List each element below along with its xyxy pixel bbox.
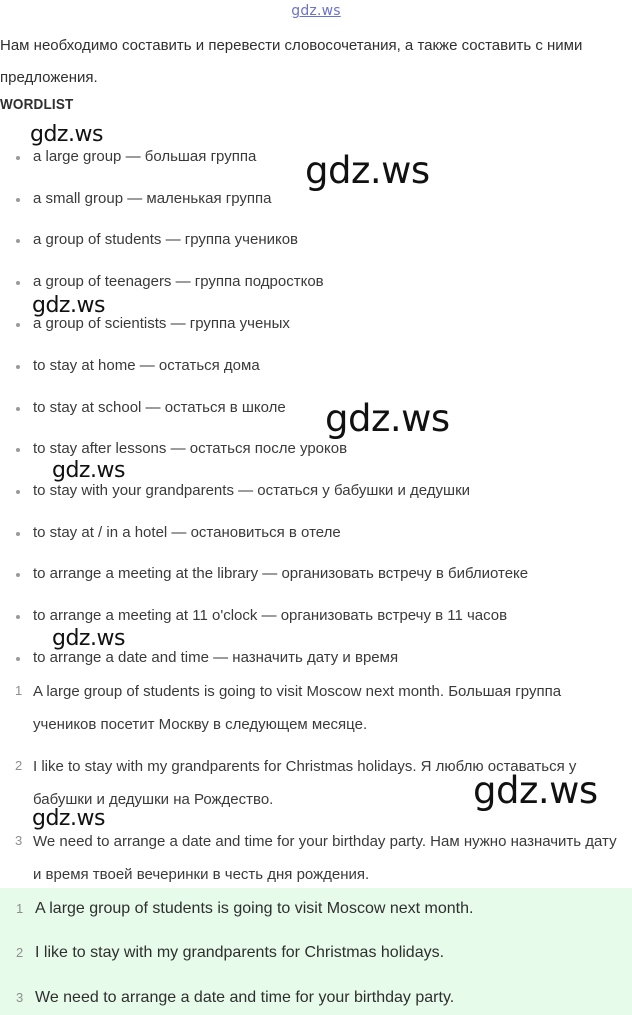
watermark: gdz.ws — [52, 626, 125, 651]
list-item-text: a group of scientists — группа ученых — [33, 315, 290, 332]
sentence-text: A large group of students is going to visit Moscow next month. Большая группа учеников посетит Москву в следующем месяце. — [33, 683, 562, 733]
answer-text: I like to stay with my grandparents for Christmas holidays. — [35, 944, 445, 961]
list-item-text: a group of teenagers — группа подростков — [33, 273, 324, 290]
watermark: gdz.ws — [32, 806, 105, 831]
watermark: gdz.ws — [52, 458, 125, 483]
watermark: gdz.ws — [325, 397, 450, 440]
answer-number: 2 — [16, 945, 24, 960]
sentence-text: I like to stay with my grandparents for Christmas holidays. Я люблю оставаться у бабушки и дедушки на Рождество. — [33, 758, 577, 808]
sentence-number: 3 — [15, 833, 23, 848]
list-item-text: to stay at home — остаться дома — [33, 357, 260, 374]
list-item-text: a small group — маленькая группа — [33, 190, 272, 207]
wordlist-heading: WORDLIST — [0, 96, 74, 113]
answer-item — [0, 983, 632, 1013]
bullet-icon — [16, 323, 20, 327]
watermark: gdz.ws — [30, 122, 103, 147]
bullet-icon — [16, 365, 20, 369]
sentence-number: 2 — [15, 758, 23, 773]
sentence-number: 1 — [15, 683, 23, 698]
bullet-icon — [16, 239, 20, 243]
task-description: Нам необходимо составить и перевести словосочетания, а также составить с ними предложения. — [0, 37, 583, 86]
watermark: gdz.ws — [473, 769, 598, 812]
answer-item — [0, 894, 632, 924]
bullet-icon — [16, 281, 20, 285]
bullet-icon — [16, 573, 20, 577]
list-item-text: to arrange a meeting at 11 o'clock — организовать встречу в 11 часов — [33, 607, 508, 624]
bullet-icon — [16, 448, 20, 452]
sentence-item — [0, 825, 630, 891]
sentence-item — [0, 675, 630, 741]
list-item-text: to stay with your grandparents — остаться у бабушки и дедушки — [33, 482, 471, 499]
list-item-text: to arrange a meeting at the library — организовать встречу в библиотеке — [33, 565, 529, 582]
list-item-text: to arrange a date and time — назначить дату и время — [33, 649, 399, 666]
list-item-text: to stay at school — остаться в школе — [33, 399, 286, 416]
sentence-text: We need to arrange a date and time for your birthday party. Нам нужно назначить дату и время твоей вечеринки в честь дня рождения. — [33, 833, 617, 883]
answer-text: We need to arrange a date and time for your birthday party. — [35, 989, 455, 1006]
watermark: gdz.ws — [305, 149, 430, 192]
bullet-icon — [16, 198, 20, 202]
answer-box — [0, 888, 632, 1015]
bullet-icon — [16, 657, 20, 661]
site-link[interactable]: gdz.ws — [291, 3, 341, 19]
bullet-icon — [16, 490, 20, 494]
answer-number: 1 — [16, 901, 24, 916]
bullet-icon — [16, 156, 20, 160]
watermark: gdz.ws — [32, 293, 105, 318]
bullet-icon — [16, 615, 20, 619]
list-item-text: to stay at / in a hotel — остановиться в отеле — [33, 524, 341, 541]
bullet-icon — [16, 407, 20, 411]
list-item-text: to stay after lessons — остаться после уроков — [33, 440, 348, 457]
answer-number: 3 — [16, 990, 24, 1005]
answer-item — [0, 938, 632, 968]
answer-text: A large group of students is going to visit Moscow next month. — [35, 900, 474, 917]
list-item-text: a large group — большая группа — [33, 148, 257, 165]
bullet-icon — [16, 532, 20, 536]
list-item-text: a group of students — группа учеников — [33, 231, 299, 248]
